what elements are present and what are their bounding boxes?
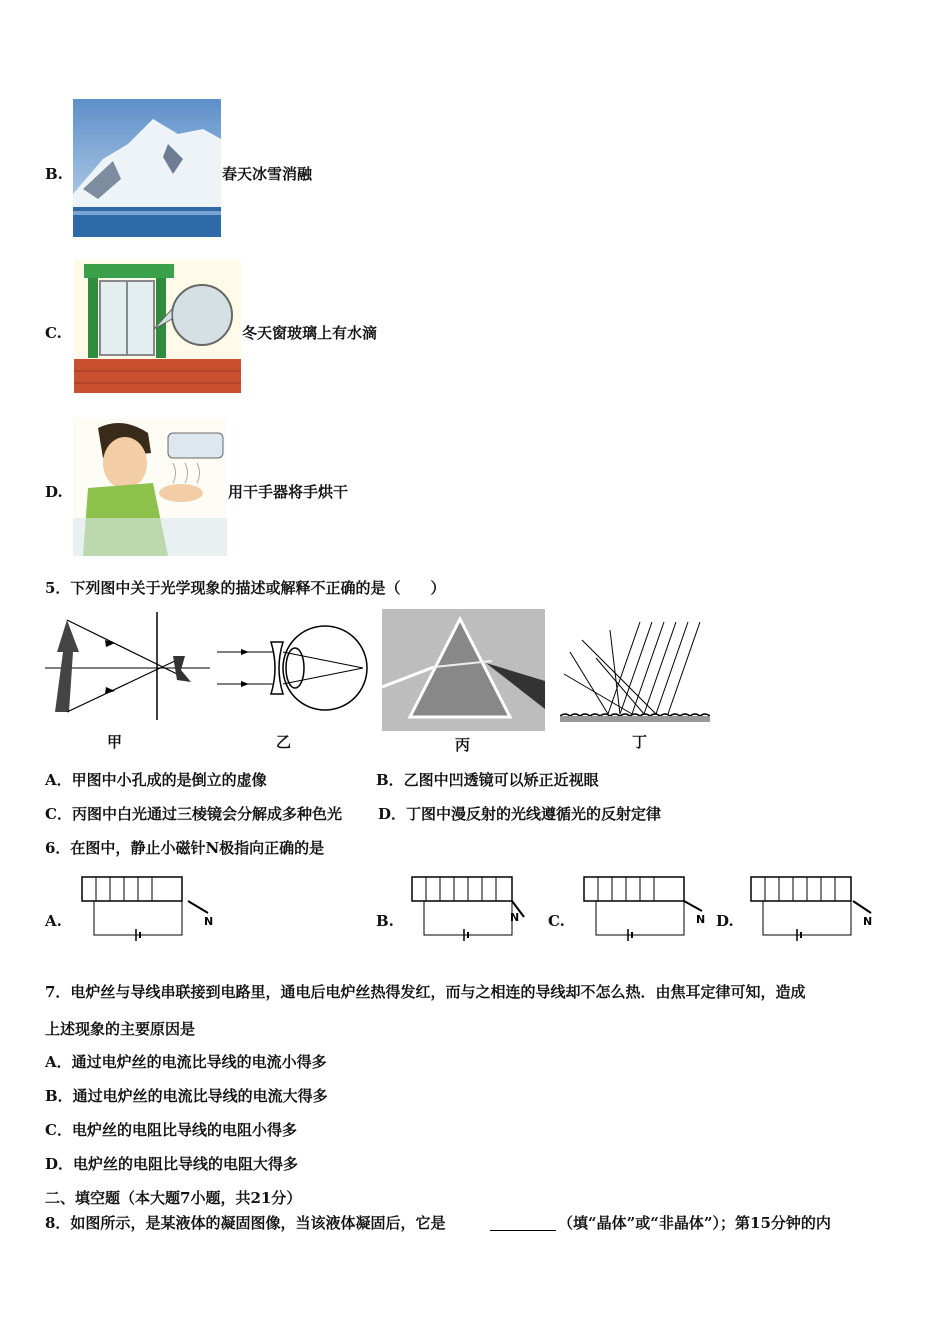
q5-stem: 5．下列图中关于光学现象的描述或解释不正确的是（ ）	[45, 579, 446, 597]
q5-option-b: B．乙图中凹透镜可以矫正近视眼	[376, 771, 599, 789]
solenoid-circuit-d	[747, 873, 887, 943]
figure-label-bing: 丙	[455, 736, 471, 754]
figure-label-yi: 乙	[276, 733, 292, 751]
q6-option-a: A.	[45, 912, 62, 930]
figure-bing-prism	[382, 609, 545, 731]
q8-blank[interactable]	[490, 1230, 556, 1231]
option-b-letter: B.	[45, 165, 63, 183]
figure-jia-pinhole	[45, 612, 210, 732]
needle-label: N	[696, 913, 706, 926]
option-d-text: 用干手器将手烘干	[228, 483, 349, 501]
q7-option-d: D．电炉丝的电阻比导线的电阻大得多	[45, 1155, 299, 1173]
q7-stem-line1: 7．电炉丝与导线串联接到电路里，通电后电炉丝热得发红，而与之相连的导线却不怎么热．由焦耳定律可知，造成	[45, 983, 806, 1001]
section-heading: 二、填空题（本大题7小题，共21分）	[45, 1189, 302, 1207]
q8-suffix: （填“晶体”或“非晶体”）；第15分钟的内	[558, 1214, 831, 1232]
figure-label-jia: 甲	[107, 733, 123, 751]
option-c-letter: C.	[45, 324, 62, 342]
q5-option-a: A．甲图中小孔成的是倒立的虚像	[45, 771, 267, 789]
q6-option-c: C.	[548, 912, 565, 930]
snow-mountain-icon	[73, 99, 221, 237]
q6-stem: 6．在图中，静止小磁针N极指向正确的是	[45, 839, 325, 857]
q7-option-a: A．通过电炉丝的电流比导线的电流小得多	[45, 1053, 327, 1071]
option-c-text: 冬天窗玻璃上有水滴	[242, 324, 378, 342]
needle-label: N	[863, 915, 873, 928]
hand-dryer-icon	[73, 418, 227, 556]
q5-option-c: C．丙图中白光通过三棱镜会分解成多种色光	[45, 805, 342, 823]
q7-option-c: C．电炉丝的电阻比导线的电阻小得多	[45, 1121, 297, 1139]
figure-ding-diffuse	[560, 612, 710, 724]
window-droplets-icon	[74, 259, 241, 393]
needle-label: N	[510, 911, 520, 924]
q6-option-d: D.	[716, 912, 734, 930]
option-d-letter: D.	[45, 483, 63, 501]
q7-stem-line2: 上述现象的主要原因是	[45, 1020, 196, 1038]
solenoid-circuit-c	[580, 873, 720, 943]
needle-label: N	[204, 915, 214, 928]
solenoid-circuit-b	[408, 873, 548, 943]
q5-option-d: D．丁图中漫反射的光线遵循光的反射定律	[378, 805, 662, 823]
solenoid-circuit-a	[78, 873, 218, 943]
figure-yi-eye	[213, 612, 373, 732]
q7-option-b: B．通过电炉丝的电流比导线的电流大得多	[45, 1087, 328, 1105]
option-b-text: 春天冰雪消融	[222, 165, 313, 183]
q6-option-b: B.	[376, 912, 394, 930]
q8-prefix: 8．如图所示，是某液体的凝固图像，当该液体凝固后，它是	[45, 1214, 446, 1232]
figure-label-ding: 丁	[632, 733, 648, 751]
